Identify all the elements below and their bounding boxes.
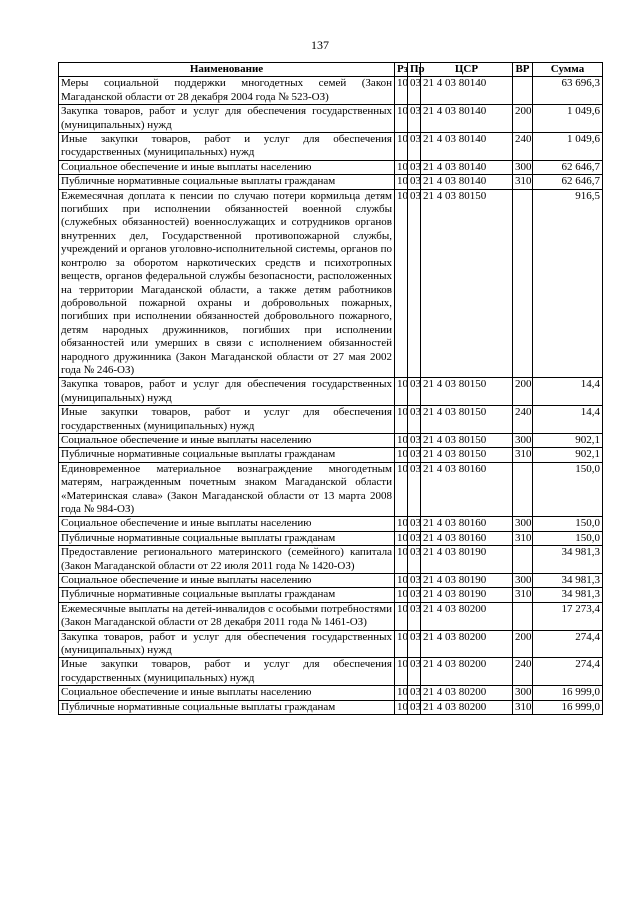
row-pr: 03 xyxy=(408,175,421,189)
header-name: Наименование xyxy=(59,63,395,77)
table-row xyxy=(59,658,603,686)
table-row xyxy=(59,602,603,630)
row-pr: 03 xyxy=(408,630,421,658)
row-csr: 21 4 03 80200 xyxy=(421,630,513,658)
row-csr: 21 4 03 80200 xyxy=(421,700,513,714)
row-pr: 03 xyxy=(408,378,421,406)
page-number: 137 xyxy=(311,38,329,52)
row-name: Единовременное материальное вознаграждение многодетным матерям, награжденным почетным знаком Магаданской области «Материнская слава» (Закон Магаданской области от 13 марта 2008 года № 984-ОЗ) xyxy=(59,462,395,517)
table-row xyxy=(59,588,603,602)
row-rz: 10 xyxy=(395,378,408,406)
row-csr: 21 4 03 80190 xyxy=(421,574,513,588)
row-rz: 10 xyxy=(395,546,408,574)
header-vr: ВР xyxy=(513,63,533,77)
row-vr xyxy=(513,462,533,517)
row-csr: 21 4 03 80190 xyxy=(421,546,513,574)
row-rz: 10 xyxy=(395,433,408,447)
row-pr: 03 xyxy=(408,531,421,545)
row-vr: 240 xyxy=(513,133,533,161)
row-name: Публичные нормативные социальные выплаты гражданам xyxy=(59,175,395,189)
row-pr: 03 xyxy=(408,517,421,531)
row-name: Иные закупки товаров, работ и услуг для обеспечения государственных (муниципальных) нужд xyxy=(59,658,395,686)
row-name: Социальное обеспечение и иные выплаты населению xyxy=(59,686,395,700)
row-rz: 10 xyxy=(395,406,408,434)
row-rz: 10 xyxy=(395,574,408,588)
row-vr: 300 xyxy=(513,160,533,174)
row-pr: 03 xyxy=(408,189,421,378)
row-name: Социальное обеспечение и иные выплаты населению xyxy=(59,433,395,447)
row-rz: 10 xyxy=(395,517,408,531)
row-sum: 274,4 xyxy=(533,658,603,686)
row-rz: 10 xyxy=(395,630,408,658)
header-csr: ЦСР xyxy=(421,63,513,77)
row-sum: 34 981,3 xyxy=(533,546,603,574)
row-name: Публичные нормативные социальные выплаты гражданам xyxy=(59,588,395,602)
row-pr: 03 xyxy=(408,105,421,133)
table-row xyxy=(59,686,603,700)
row-sum: 150,0 xyxy=(533,517,603,531)
row-sum: 17 273,4 xyxy=(533,602,603,630)
table-row xyxy=(59,517,603,531)
row-sum: 62 646,7 xyxy=(533,175,603,189)
row-vr: 310 xyxy=(513,588,533,602)
table-row xyxy=(59,546,603,574)
row-pr: 03 xyxy=(408,406,421,434)
table-row xyxy=(59,189,603,378)
row-vr: 300 xyxy=(513,686,533,700)
row-csr: 21 4 03 80160 xyxy=(421,462,513,517)
row-sum: 62 646,7 xyxy=(533,160,603,174)
row-csr: 21 4 03 80140 xyxy=(421,105,513,133)
row-csr: 21 4 03 80150 xyxy=(421,448,513,462)
table-row xyxy=(59,133,603,161)
row-rz: 10 xyxy=(395,658,408,686)
row-rz: 10 xyxy=(395,175,408,189)
row-vr: 300 xyxy=(513,433,533,447)
row-name: Закупка товаров, работ и услуг для обеспечения государственных (муниципальных) нужд xyxy=(59,630,395,658)
row-rz: 10 xyxy=(395,686,408,700)
row-rz: 10 xyxy=(395,462,408,517)
row-csr: 21 4 03 80140 xyxy=(421,160,513,174)
table-row xyxy=(59,160,603,174)
row-name: Публичные нормативные социальные выплаты гражданам xyxy=(59,700,395,714)
row-pr: 03 xyxy=(408,448,421,462)
row-rz: 10 xyxy=(395,448,408,462)
row-rz: 10 xyxy=(395,105,408,133)
row-rz: 10 xyxy=(395,77,408,105)
row-csr: 21 4 03 80160 xyxy=(421,531,513,545)
table-row xyxy=(59,531,603,545)
row-sum: 34 981,3 xyxy=(533,574,603,588)
row-sum: 902,1 xyxy=(533,448,603,462)
row-vr xyxy=(513,77,533,105)
row-name: Ежемесячные выплаты на детей-инвалидов с особыми потребностями (Закон Магаданской области от 28 декабря 2011 года № 1461-ОЗ) xyxy=(59,602,395,630)
row-name: Предоставление регионального материнского (семейного) капитала (Закон Магаданской области от 22 июля 2011 года № 1420-ОЗ) xyxy=(59,546,395,574)
row-vr: 310 xyxy=(513,175,533,189)
row-pr: 03 xyxy=(408,133,421,161)
table-row xyxy=(59,630,603,658)
row-name: Социальное обеспечение и иные выплаты населению xyxy=(59,160,395,174)
row-name: Иные закупки товаров, работ и услуг для обеспечения государственных (муниципальных) нужд xyxy=(59,133,395,161)
row-vr: 200 xyxy=(513,105,533,133)
row-sum: 14,4 xyxy=(533,406,603,434)
row-csr: 21 4 03 80150 xyxy=(421,406,513,434)
table-row xyxy=(59,448,603,462)
row-csr: 21 4 03 80150 xyxy=(421,189,513,378)
table-row xyxy=(59,700,603,714)
row-sum: 16 999,0 xyxy=(533,686,603,700)
row-sum: 14,4 xyxy=(533,378,603,406)
header-sum: Сумма xyxy=(533,63,603,77)
row-csr: 21 4 03 80150 xyxy=(421,433,513,447)
header-pr: Пр xyxy=(408,63,421,77)
row-pr: 03 xyxy=(408,686,421,700)
table-row xyxy=(59,77,603,105)
row-csr: 21 4 03 80200 xyxy=(421,658,513,686)
row-name: Закупка товаров, работ и услуг для обеспечения государственных (муниципальных) нужд xyxy=(59,105,395,133)
row-rz: 10 xyxy=(395,189,408,378)
row-rz: 10 xyxy=(395,531,408,545)
row-pr: 03 xyxy=(408,588,421,602)
row-pr: 03 xyxy=(408,160,421,174)
row-rz: 10 xyxy=(395,700,408,714)
row-vr xyxy=(513,602,533,630)
row-pr: 03 xyxy=(408,700,421,714)
row-rz: 10 xyxy=(395,133,408,161)
row-name: Закупка товаров, работ и услуг для обеспечения государственных (муниципальных) нужд xyxy=(59,378,395,406)
row-name: Публичные нормативные социальные выплаты гражданам xyxy=(59,531,395,545)
row-pr: 03 xyxy=(408,602,421,630)
row-sum: 916,5 xyxy=(533,189,603,378)
row-sum: 16 999,0 xyxy=(533,700,603,714)
row-sum: 902,1 xyxy=(533,433,603,447)
row-rz: 10 xyxy=(395,160,408,174)
table-row xyxy=(59,462,603,517)
table-body xyxy=(59,77,603,715)
row-pr: 03 xyxy=(408,574,421,588)
row-name: Социальное обеспечение и иные выплаты населению xyxy=(59,574,395,588)
row-rz: 10 xyxy=(395,588,408,602)
row-sum: 1 049,6 xyxy=(533,105,603,133)
row-vr: 300 xyxy=(513,517,533,531)
row-csr: 21 4 03 80190 xyxy=(421,588,513,602)
row-csr: 21 4 03 80150 xyxy=(421,378,513,406)
row-sum: 274,4 xyxy=(533,630,603,658)
table-row xyxy=(59,175,603,189)
row-csr: 21 4 03 80200 xyxy=(421,686,513,700)
budget-table xyxy=(58,62,603,715)
row-csr: 21 4 03 80140 xyxy=(421,77,513,105)
row-sum: 150,0 xyxy=(533,462,603,517)
row-vr: 310 xyxy=(513,700,533,714)
row-csr: 21 4 03 80140 xyxy=(421,133,513,161)
row-vr xyxy=(513,189,533,378)
table-row xyxy=(59,406,603,434)
row-pr: 03 xyxy=(408,658,421,686)
row-csr: 21 4 03 80200 xyxy=(421,602,513,630)
row-name: Иные закупки товаров, работ и услуг для обеспечения государственных (муниципальных) нужд xyxy=(59,406,395,434)
row-rz: 10 xyxy=(395,602,408,630)
row-sum: 34 981,3 xyxy=(533,588,603,602)
row-sum: 63 696,3 xyxy=(533,77,603,105)
row-vr: 240 xyxy=(513,658,533,686)
row-vr xyxy=(513,546,533,574)
table-header-row xyxy=(59,63,603,77)
row-csr: 21 4 03 80160 xyxy=(421,517,513,531)
row-name: Ежемесячная доплата к пенсии по случаю потери кормильца детям погибших при исполнении обязанностей военной службы (служебных обязанностей) военнослужащих и сотрудников органов внутренних дел, Государственной противопожарной службы, учреждений и органов уголовно-исполнительной системы, органов по контролю за оборотом наркотических средств и психотропных веществ, органов федеральной службы безопасности, расположенных на территории Магаданской области, а также детям работников добровольной пожарной охраны и добровольных пожарных, погибших при исполнении обязанностей добровольного пожарного, детям народных дружинников, погибших при исполнении обязанностей или умерших в связи с исполнением обязанностей народного дружинника (Закон Магаданской области от 27 мая 2002 года № 246-ОЗ) xyxy=(59,189,395,378)
table-row xyxy=(59,433,603,447)
header-rz: Рз xyxy=(395,63,408,77)
row-vr: 310 xyxy=(513,448,533,462)
row-csr: 21 4 03 80140 xyxy=(421,175,513,189)
row-name: Социальное обеспечение и иные выплаты населению xyxy=(59,517,395,531)
row-vr: 240 xyxy=(513,406,533,434)
row-vr: 200 xyxy=(513,378,533,406)
table-row xyxy=(59,574,603,588)
row-vr: 300 xyxy=(513,574,533,588)
row-vr: 200 xyxy=(513,630,533,658)
row-name: Меры социальной поддержки многодетных семей (Закон Магаданской области от 28 декабря 2004 года № 523-ОЗ) xyxy=(59,77,395,105)
row-sum: 1 049,6 xyxy=(533,133,603,161)
row-sum: 150,0 xyxy=(533,531,603,545)
row-name: Публичные нормативные социальные выплаты гражданам xyxy=(59,448,395,462)
row-pr: 03 xyxy=(408,433,421,447)
row-pr: 03 xyxy=(408,546,421,574)
table-row xyxy=(59,105,603,133)
row-vr: 310 xyxy=(513,531,533,545)
table-row xyxy=(59,378,603,406)
row-pr: 03 xyxy=(408,462,421,517)
row-pr: 03 xyxy=(408,77,421,105)
